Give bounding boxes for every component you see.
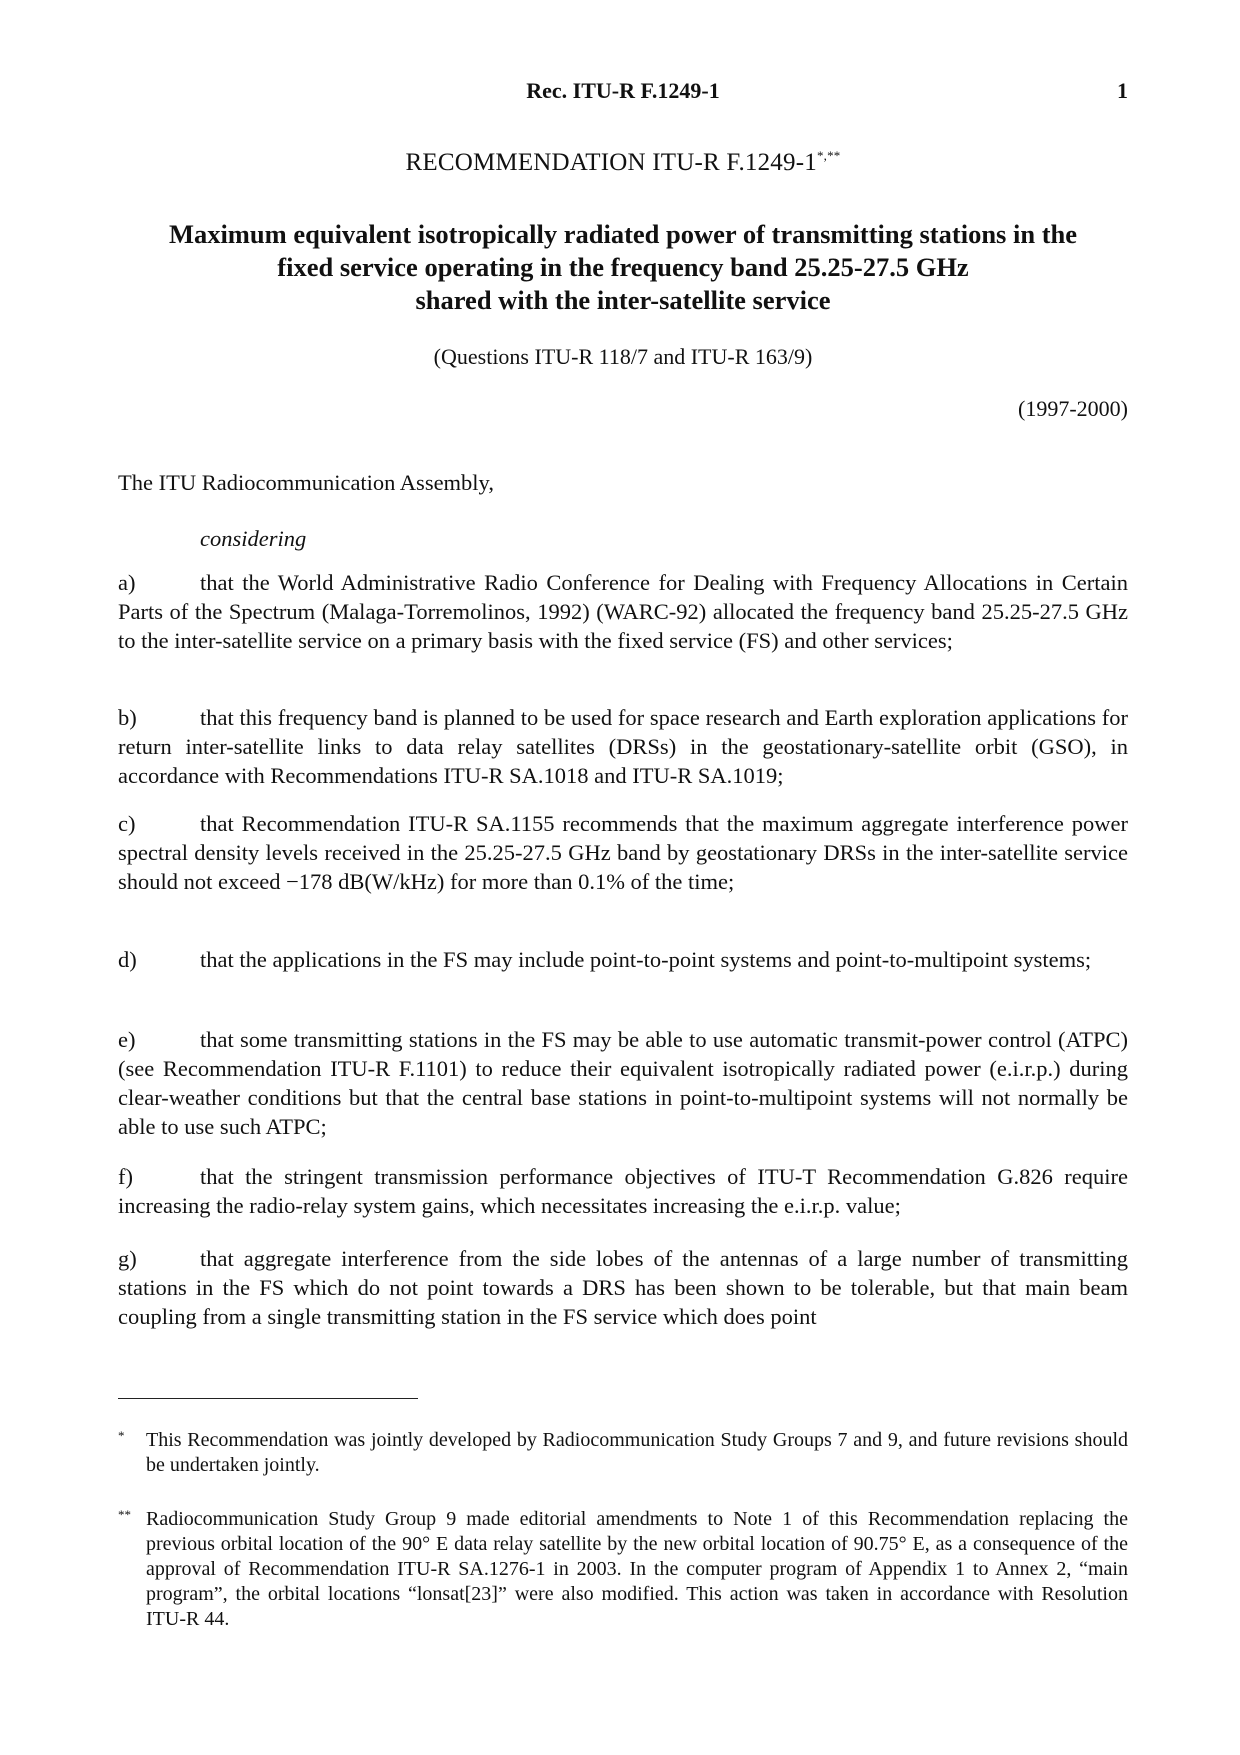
clause-label: a) <box>118 570 136 595</box>
clause-b <box>118 703 1128 790</box>
footnote-mark: * <box>118 1428 125 1443</box>
running-header <box>118 78 1128 108</box>
title-line: fixed service operating in the frequency band 25.25-27.5 GHz <box>277 252 969 282</box>
approval-years: (1997-2000) <box>1018 396 1128 421</box>
considering-heading: considering <box>200 526 307 551</box>
recommendation-number: RECOMMENDATION ITU-R F.1249-1 <box>405 149 817 176</box>
footnote-marks: *,** <box>816 148 841 163</box>
footnote-text: Radiocommunication Study Group 9 made editorial amendments to Note 1 of this Recommendation replacing the previous orbital location of the 90° E data relay satellite by the new orbital location of 90.75° E, as a consequence of the approval of Recommendation ITU-R SA.1276-1 in 2003. In the computer program of Appendix 1 to Annex 2, “main program”, the orbital locations “lonsat[23]” were also modified. This action was taken in accordance with Resolution ITU-R 44. <box>146 1508 1128 1630</box>
clause-text: that the stringent transmission performance objectives of ITU-T Recommendation G.826 require increasing the radio-relay system gains, which necessitates increasing the e.i.r.p. value; <box>118 1164 1128 1218</box>
footnote-separator <box>118 1398 418 1399</box>
page-number: 1 <box>1117 78 1128 103</box>
title-line: shared with the inter-satellite service <box>415 285 831 315</box>
recommendation-title <box>110 218 1136 317</box>
clause-text: that some transmitting stations in the FS may be able to use automatic transmit-power control (ATPC) (see Recommendation ITU-R F.1101) to reduce their equivalent isotropically radiated power (e.i.r.p.) during clear-weather conditions but that the central base stations in point-to-multipoint systems will not normally be able to use such ATPC; <box>118 1027 1128 1139</box>
clause-text: that aggregate interference from the side lobes of the antennas of a large number of transmitting stations in the FS which do not point towards a DRS has been shown to be tolerable, but that main beam coupling from a single transmitting station in the FS service which does point <box>118 1246 1128 1329</box>
questions-reference: (Questions ITU-R 118/7 and ITU-R 163/9) <box>433 344 813 369</box>
clause-text: that Recommendation ITU-R SA.1155 recommends that the maximum aggregate interference power spectral density levels received in the 25.25-27.5 GHz band by geostationary DRSs in the inter-satellite service should not exceed −178 dB(W/kHz) for more than 0.1% of the time; <box>118 811 1128 894</box>
clause-label: f) <box>118 1164 133 1189</box>
clause-g <box>118 1244 1128 1331</box>
clause-e <box>118 1025 1128 1141</box>
clause-label: g) <box>118 1246 137 1271</box>
clause-c <box>118 809 1128 896</box>
running-title: Rec. ITU-R F.1249-1 <box>526 78 720 103</box>
clause-label: e) <box>118 1027 136 1052</box>
title-line: Maximum equivalent isotropically radiated power of transmitting stations in the <box>168 219 1078 249</box>
footnote-mark: ** <box>118 1507 131 1522</box>
clause-text: that the World Administrative Radio Conference for Dealing with Frequency Allocations in Certain Parts of the Spectrum (Malaga-Torremolinos, 1992) (WARC-92) allocated the frequency band 25.25-27.5 GHz to the inter-satellite service on a primary basis with the fixed service (FS) and other services; <box>118 570 1128 653</box>
recommendation-heading <box>118 148 1128 177</box>
clause-label: c) <box>118 811 136 836</box>
footnote-text: This Recommendation was jointly developed by Radiocommunication Study Groups 7 and 9, and future revisions should be undertaken jointly. <box>146 1429 1128 1476</box>
clause-text: that this frequency band is planned to be used for space research and Earth exploration applications for return inter-satellite links to data relay satellites (DRSs) in the geostationary-satellite orbit (GSO), in accordance with Recommendations ITU-R SA.1018 and ITU-R SA.1019; <box>118 705 1128 788</box>
clause-d <box>118 945 1128 974</box>
assembly-statement: The ITU Radiocommunication Assembly, <box>118 470 494 495</box>
clause-a <box>118 568 1128 655</box>
footnote-1 <box>118 1428 1128 1478</box>
clause-label: b) <box>118 705 137 730</box>
clause-label: d) <box>118 947 137 972</box>
clause-text: that the applications in the FS may include point-to-point systems and point-to-multipoint systems; <box>200 947 1092 972</box>
footnote-2 <box>118 1507 1128 1632</box>
clause-f <box>118 1162 1128 1220</box>
